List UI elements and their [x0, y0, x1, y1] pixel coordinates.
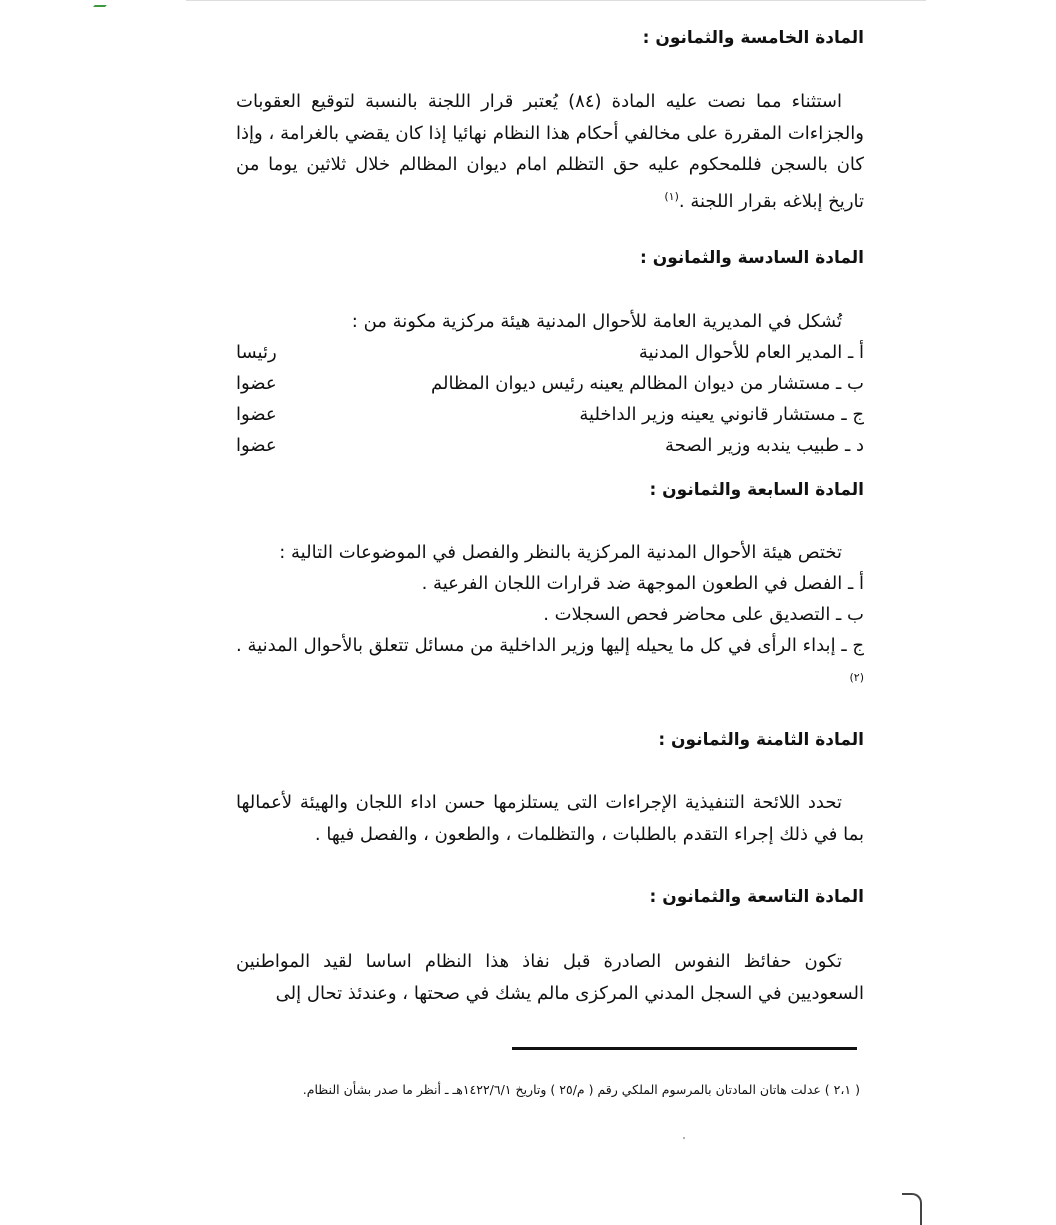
article-86-heading: المادة السادسة والثمانون : [640, 248, 864, 268]
committee-member-item: ج ـ مستشار قانوني يعينه وزير الداخلية [579, 404, 864, 425]
committee-member-row [236, 368, 864, 399]
article-87-item-a: أ ـ الفصل في الطعون الموجهة ضد قرارات اللجان الفرعية . [421, 573, 864, 594]
committee-member-role: عضوا [236, 373, 277, 394]
page-corner-bracket [902, 1193, 922, 1225]
article-85-text [236, 86, 864, 217]
committee-member-item: ب ـ مستشار من ديوان المظالم يعينه رئيس ديوان المظالم [430, 373, 864, 394]
article-85-heading: المادة الخامسة والثمانون : [642, 28, 864, 48]
article-87-heading: المادة السابعة والثمانون : [649, 480, 864, 500]
article-89-text: تكون حفائظ النفوس الصادرة قبل نفاذ هذا النظام اساسا لقيد المواطنين السعوديين في السجل المدني المركزى مالم يشك في صحتها ، وعندئذ تحال إلى [236, 951, 864, 1004]
article-89-heading: المادة التاسعة والثمانون : [649, 887, 864, 907]
article-87-item-c [236, 630, 864, 698]
article-85-body: استثناء مما نصت عليه المادة (٨٤) يُعتبر قرار اللجنة بالنسبة لتوقيع العقوبات والجزاءات المقررة على مخالفي أحكام هذا النظام نهائيا إذا كان يقضي بالغرامة ، وإذا كان بالسجن فللمحكوم عليه حق التظلم امام ديوان المظالم خلال ثلاثين يوما من تاريخ إبلاغه بقرار اللجنة . [236, 91, 864, 212]
top-edge-line [186, 0, 926, 1]
article-87-item-b: ب ـ التصديق على محاضر فحص السجلات . [543, 604, 864, 625]
article-87-intro: تختص هيئة الأحوال المدنية المركزية بالنظر والفصل في الموضوعات التالية : [279, 542, 842, 563]
footnote-ref-2: (٢) [849, 670, 864, 684]
article-87-item-c-body: ج ـ إبداء الرأى في كل ما يحيله إليها وزير الداخلية من مسائل تتعلق بالأحوال المدنية . [236, 635, 864, 656]
committee-member-row [236, 337, 864, 368]
committee-member-role: رئيسا [236, 342, 277, 363]
scan-speck [683, 1137, 685, 1139]
committee-member-item: د ـ طبيب يندبه وزير الصحة [664, 435, 864, 456]
committee-member-item: أ ـ المدير العام للأحوال المدنية [638, 342, 864, 363]
article-88-heading: المادة الثامنة والثمانون : [658, 730, 864, 750]
article-86-intro: تُشكل في المديرية العامة للأحوال المدنية هيئة مركزية مكونة من : [351, 311, 842, 332]
committee-member-row [236, 399, 864, 430]
committee-member-role: عضوا [236, 404, 277, 425]
committee-member-role: عضوا [236, 435, 277, 456]
committee-member-row [236, 430, 864, 461]
corner-mark [93, 0, 111, 7]
footnote-separator [512, 1047, 857, 1050]
article-88-text: تحدد اللائحة التنفيذية الإجراءات التى يستلزمها حسن اداء اللجان والهيئة لأعمالها بما في ذلك إجراء التقدم بالطلبات ، والتظلمات ، والطعون ، والفصل فيها . [236, 792, 864, 845]
footnote-ref-1: (١) [664, 189, 679, 203]
footnote: ( ٢،١ ) عدلت هاتان المادتان بالمرسوم الملكي رقم ( م/٢٥ ) وتاريخ ١٤٢٢/٦/١هـ ـ أنظر ما صدر بشأن النظام. [302, 1082, 860, 1097]
